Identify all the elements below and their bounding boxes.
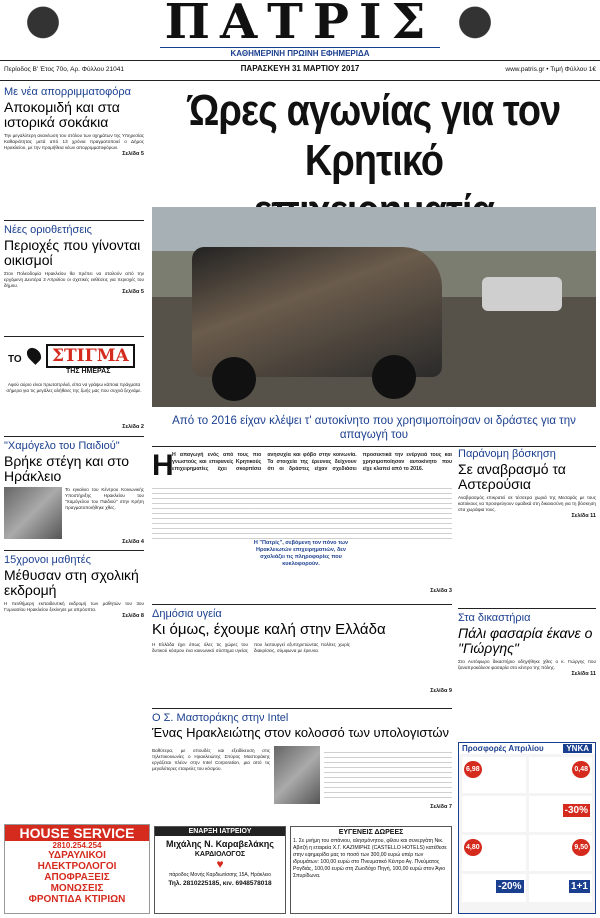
- house-line: ΑΠΟΦΡΑΞΕΙΣ: [44, 872, 110, 883]
- headline: Πάλι φασαρία έκανε ο "Γιώργης": [458, 625, 593, 656]
- headline: Ένας Ηρακλειώτης στον κολοσσό των υπολογιστών: [152, 725, 449, 740]
- stigma-word: ΣΤΙΓΜΑ: [46, 344, 135, 368]
- doctor-addr: πάροδος Μονής Καρδιωτίσσης 15Α, Ηράκλειο: [169, 872, 271, 878]
- price-badge: 9,50: [572, 839, 590, 856]
- story-smile: [4, 440, 144, 545]
- house-line: ΗΛΕΚΤΡΟΛΟΓΟΙ: [37, 861, 117, 872]
- lead-text: Η απαγωγή ενός από τους πιο γνωστούς και επιφανείς Κρητικούς επιχειρηματίες έχει σκορπίσει ανησυχία και φόβο στην κοινωνία. Τα στοιχεία της έρευνας δείχνουν ότι οι δράστες είχαν σχεδιάσει προσεκτικά την ενέργειά τους και χρησιμοποίησαν αυτοκίνητο που είχε κλαπεί από το 2016.: [172, 452, 452, 472]
- headline: Σε αναβρασμό τα Αστερούσια: [458, 461, 566, 492]
- offer-tile: [529, 835, 593, 871]
- story-text: Βαθύτερα, με σπουδές και εξειδίκευση στις τηλεπικοινωνίες ο Ηρακλειώτης Σπύρος Μαστοράκης εργάζεται πλέον στην Intel Corporation, μια από τις μεγαλύτερες εταιρείες του κόσμου.: [152, 748, 270, 771]
- page-ref: Σελίδα 11: [571, 513, 596, 520]
- page-ref: Σελίδα 8: [122, 613, 144, 620]
- offer-tile: [462, 835, 526, 871]
- donations-text: 1. Σε μνήμη του σπάνιου, αλησμόνητου, φίλου και συνεργάτη Νικ. Αβιτζή η εταιρεία Χ.Γ. ΚΑΖΙΜΙΡΗΣ (CASTELLO HOTELS) κατέθεσε στην εφημερίδα μας το ποσό των 300,00 ευρώ υπέρ των ιδρυμάτων: 100,00 ευρώ στο Πνευματικό Κέντρο Αγ. Πνεύματος Ρογδιάς, 100,00 ευρώ στη Ζωοδόχο Πηγή, 100,00 ευρώ στον Άγιο Σπυρίδωνα.: [293, 838, 447, 879]
- lead-photo: [152, 207, 596, 407]
- doctor-name: Μιχάλης Ν. Καραβελάκης: [166, 839, 274, 849]
- heart-icon: ♥: [216, 857, 224, 871]
- house-title: HOUSE SERVICE: [5, 825, 149, 841]
- headline: Κι όμως, έχουμε καλή στην Ελλάδα: [152, 621, 386, 638]
- stigma-logo: [4, 344, 144, 378]
- offer-tile: [529, 796, 593, 832]
- house-line: ΥΔΡΑΥΛΙΚΟΙ: [48, 850, 106, 861]
- price-badge: 4,80: [464, 839, 482, 856]
- lead-quote: Η "Πατρίς", σεβόμενη τον πόνο των Ηρακλειωτών επιχειρηματιών, δεν σχολιάζει τις πληροφορίες που κυκλοφορούν.: [253, 540, 349, 567]
- house-line: ΜΟΝΩΣΕΙΣ: [50, 883, 104, 894]
- stigma-text: Αφού αύριο είναι πρωταπριλιά, είπα να γράψω κάποια πράγματα σήμερα για τις μεγάλες αλήθειες της ζωής μας που συχνά ξεχνάμε.: [6, 382, 142, 393]
- story-health: [152, 608, 452, 704]
- story-text: Αναβρασμός επικρατεί σε τέσσερα χωριά της Μεσαράς με τους κατοίκους να προσφεύγουν ομαδικά στη δικαιοσύνη για τη βόσκηση στα χωράφια τους.: [458, 495, 596, 513]
- donations-title: ΕΥΓΕΝΕΙΣ ΔΩΡΕΕΣ: [338, 829, 404, 836]
- page-ref: Σελίδα 4: [122, 539, 144, 546]
- page-ref: Σελίδα 2: [122, 424, 144, 430]
- lead-caption: Από το 2016 είχαν κλέψει τ' αυτοκίνητο που χρησιμοποίησαν οι δράστες για την απαγωγή του: [172, 415, 576, 441]
- stigma-prefix: ΤΟ: [8, 354, 22, 365]
- ad-donations: [290, 826, 452, 914]
- story-text: Στον Πολεοδομία Ηρακλείου θα πρέπει να σταλούν από την ερχόμενη Δευτέρα 3 Απριλίου οι σχετικές εκθέσεις για περιοχές του δήμου.: [4, 271, 144, 289]
- portrait-left-icon: [16, 4, 70, 50]
- discount-badge: -30%: [564, 805, 588, 816]
- masthead-subtitle: ΚΑΘΗΜΕΡΙΝΗ ΠΡΩΙΝΗ ΕΦΗΜΕΡΙΔΑ: [160, 47, 440, 58]
- wheel-icon: [212, 357, 256, 401]
- story-settlements: [4, 224, 144, 295]
- lead-headline: Ώρες αγωνίας για τον Κρητικό: [187, 86, 561, 185]
- story-text: Η Ελλάδα έχει όπως όλες τις χώρες του δυτικού κόσμου ένα κοινωνικό σύστημα υγείας που λειτουργεί εξυπηρετώντας πολίτες χωρίς διακρίσεις, σύμφωνα με έρευνα.: [152, 641, 350, 653]
- offer-tile: [462, 796, 526, 832]
- market-brand: ΥΝΚΑ: [563, 744, 592, 753]
- kicker: Στα δικαστήρια: [458, 612, 531, 624]
- story-court: [458, 612, 596, 677]
- smile-photo: [4, 487, 62, 539]
- house-line: ΦΡΟΝΤΙΔΑ ΚΤΙΡΙΩΝ: [28, 894, 126, 905]
- story-students: [4, 554, 144, 619]
- masthead-title: ΠΑΤΡΙΣ: [164, 0, 436, 50]
- discount-badge: -20%: [498, 881, 522, 892]
- story-intel: [152, 712, 452, 820]
- masthead: [0, 0, 600, 82]
- doctor-phone: Τηλ. 2810225185, κιν. 6948578018: [168, 880, 272, 887]
- wheel-icon: [372, 355, 416, 399]
- site-url-price: www.patris.gr • Τιμή Φύλλου 1€: [505, 66, 596, 73]
- edition-meta: Περίοδος Β' Έτος 70ο, Αρ. Φύλλου 21041: [4, 66, 124, 73]
- price-badge: 0,48: [572, 761, 590, 778]
- market-title: Προσφορές Απριλίου: [462, 744, 544, 753]
- kicker: Δημόσια υγεία: [152, 608, 222, 620]
- house-phone: 2810.254.254: [52, 841, 102, 850]
- kicker: "Χαμόγελο του Παιδιού": [4, 440, 120, 452]
- page-ref: Σελίδα 5: [122, 151, 144, 158]
- discount-badge: 1+1: [571, 881, 588, 892]
- page-ref: Σελίδα 11: [571, 671, 596, 678]
- ad-doctor: [154, 826, 286, 914]
- location-pin-icon: [24, 345, 44, 365]
- doctor-top: ΕΝΑΡΞΗ ΙΑΤΡΕΙΟΥ: [155, 827, 285, 836]
- story-text: Το εγκαίνιο του Κέντρου Κοινωνικής Υποστήριξης Ηρακλείου του "Χαμόγελου του Παιδιού" στην Κρήτη πραγματοποιήθηκε χθες.: [65, 487, 144, 511]
- story-grazing: [458, 448, 596, 519]
- kicker: Ο Σ. Μαστοράκης στην Intel: [152, 712, 289, 724]
- page-ref: Σελίδα 3: [430, 588, 452, 594]
- story-text: Στο Αυτόφωρο δικαστήριο οδηγήθηκε χθες ο κ. Γιώργης που ξαναπροκάλεσε φασαρία στο κέντρο της πόλης.: [458, 659, 596, 671]
- doctor-spec: ΚΑΡΔΙΟΛΟΓΟΣ: [194, 851, 246, 858]
- offer-tile: [529, 757, 593, 793]
- headline: Βρήκε στέγη και στο Ηράκλειο: [4, 453, 129, 484]
- left-column: [4, 86, 144, 620]
- offer-tile: [529, 874, 593, 902]
- story-text: Την μεγαλύτερη ανανέωση του στόλου των οχημάτων της Υπηρεσίας Καθαριότητας μετά από 13 χρόνια πραγματοποιεί ο Δήμος Ηρακλείου, με την προμήθεια νέων απορριμματοφόρων.: [4, 133, 144, 151]
- kicker: 15χρονοι μαθητές: [4, 554, 91, 566]
- page-ref: Σελίδα 9: [430, 687, 452, 694]
- lead-filler: [152, 484, 452, 540]
- kicker: Με νέα απορριμματοφόρα: [4, 86, 132, 98]
- lead-dropcap: Η: [152, 452, 174, 482]
- offer-tile: [462, 757, 526, 793]
- headline: Αποκομιδή και στα ιστορικά σοκάκια: [4, 99, 120, 130]
- story-cleaning: [4, 86, 144, 157]
- intel-portrait: [274, 746, 320, 804]
- kicker: Παράνομη βόσκηση: [458, 448, 556, 460]
- right-column: [458, 448, 596, 738]
- story-text: Η πενθήμερη εκπαιδευτική εκδρομή των μαθητών του 3ου Γυμνασίου Ηρακλείου ξεκίνησε με απρόοπτα.: [4, 601, 144, 613]
- headline: Περιοχές που γίνονται οικισμοί: [4, 237, 141, 268]
- headline: Μέθυσαν στη σχολική εκδρομή: [4, 567, 139, 598]
- page-ref: Σελίδα 5: [122, 289, 144, 296]
- offer-tile: [462, 874, 526, 902]
- lead-body: [152, 452, 452, 600]
- issue-date: ΠΑΡΑΣΚΕΥΗ 31 ΜΑΡΤΙΟΥ 2017: [240, 64, 360, 73]
- ad-house-service: [4, 824, 150, 914]
- stigma-sub: ΤΗΣ ΗΜΕΡΑΣ: [66, 368, 111, 375]
- price-badge: 6,98: [464, 761, 482, 778]
- page-ref: Σελίδα 7: [430, 804, 452, 810]
- portrait-right-icon: [448, 4, 502, 50]
- ad-supermarket: [458, 742, 596, 914]
- kicker: Νέες οριοθετήσεις: [4, 224, 92, 236]
- intel-filler: [324, 748, 452, 798]
